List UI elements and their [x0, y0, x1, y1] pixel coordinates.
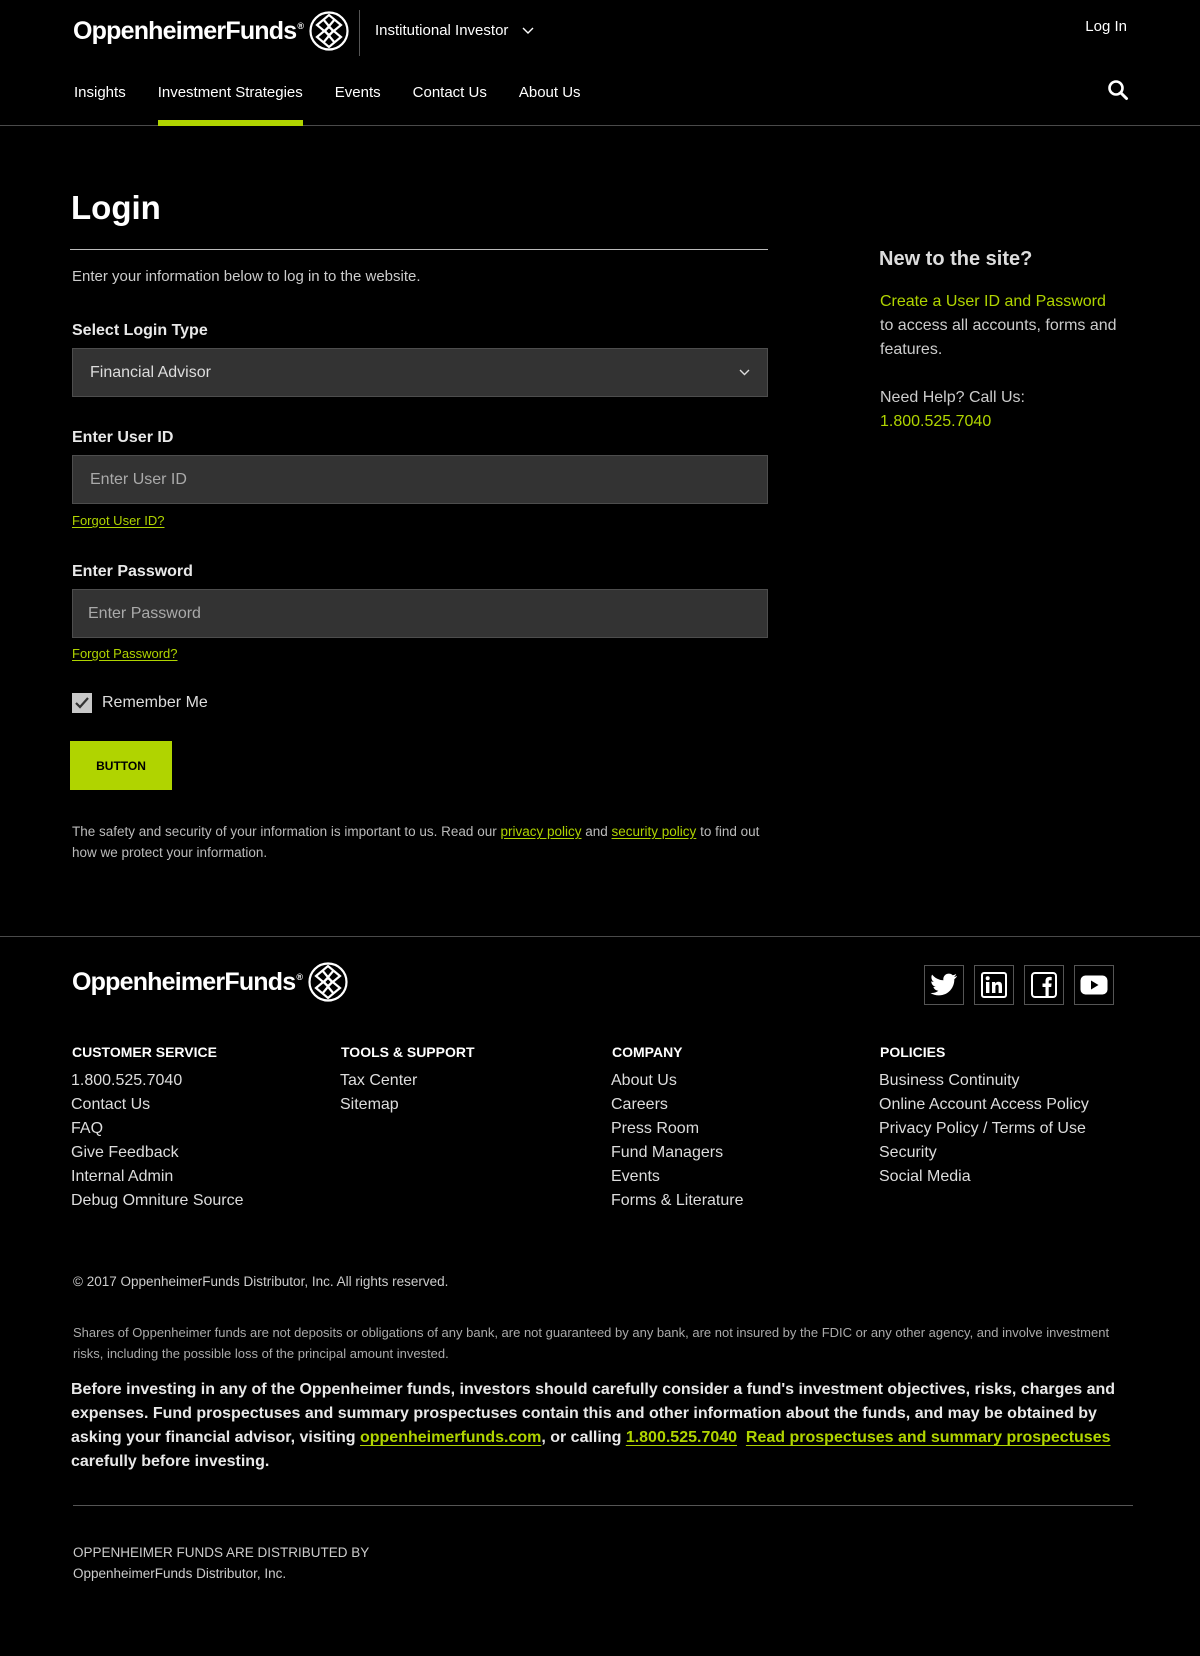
facebook-icon	[1031, 972, 1057, 998]
user-id-field	[72, 455, 768, 504]
nav-item-about-us[interactable]: About Us	[518, 84, 581, 101]
footer-link[interactable]: Careers	[611, 1096, 668, 1113]
footer-link[interactable]: Online Account Access Policy	[879, 1096, 1089, 1113]
page-title: Login	[71, 189, 161, 226]
linkedin-icon	[981, 972, 1007, 998]
remember-me-label: Remember Me	[102, 694, 208, 711]
login-section	[0, 127, 1200, 936]
help-label: Need Help? Call Us:	[880, 389, 1025, 406]
footer-brand-logo[interactable]	[72, 961, 348, 1003]
login-type-label: Select Login Type	[72, 322, 208, 339]
social-youtube-button[interactable]	[1074, 965, 1114, 1005]
read-prospectuses-link[interactable]: Read prospectuses and summary prospectuses	[745, 1429, 1111, 1446]
footer-link[interactable]: Events	[611, 1168, 660, 1185]
youtube-icon	[1080, 975, 1108, 995]
privacy-policy-link[interactable]: privacy policy	[500, 824, 582, 839]
forgot-user-id-link[interactable]: Forgot User ID?	[72, 513, 165, 528]
footer-column-title: TOOLS & SUPPORT	[341, 1044, 475, 1060]
search-icon	[1107, 79, 1129, 101]
website-link[interactable]: oppenheimerfunds.com	[359, 1429, 542, 1446]
footer-link[interactable]: Tax Center	[340, 1072, 418, 1089]
user-id-label: Enter User ID	[72, 429, 174, 446]
footer-link[interactable]: Internal Admin	[71, 1168, 174, 1185]
prospectus-phone-link[interactable]: 1.800.525.7040	[625, 1429, 738, 1446]
footer-link[interactable]: Sitemap	[340, 1096, 399, 1113]
footer-link[interactable]: Give Feedback	[71, 1144, 179, 1161]
footer-link[interactable]: Privacy Policy / Terms of Use	[879, 1120, 1086, 1137]
footer-link[interactable]: FAQ	[71, 1120, 104, 1137]
footer-link[interactable]: 1.800.525.7040	[71, 1072, 183, 1089]
login-type-select[interactable]	[72, 348, 768, 397]
footer-brand-wordmark: OppenheimerFunds®	[72, 967, 303, 996]
password-label: Enter Password	[72, 563, 193, 580]
header-login-link[interactable]: Log In	[1085, 18, 1127, 35]
footer-column-tools-support	[340, 1044, 475, 1117]
footer-link[interactable]: About Us	[611, 1072, 677, 1089]
forgot-password-link[interactable]: Forgot Password?	[72, 646, 178, 661]
remember-me-toggle[interactable]	[72, 693, 208, 713]
create-account-desc: to access all accounts, forms and features.	[880, 317, 1117, 358]
brand-logo[interactable]	[73, 10, 349, 52]
checkmark-icon	[74, 696, 90, 710]
brand-mark-icon	[309, 11, 349, 51]
login-submit-button[interactable]: BUTTON	[70, 741, 172, 790]
help-phone-link[interactable]: 1.800.525.7040	[880, 413, 992, 430]
search-button[interactable]	[1107, 79, 1129, 106]
footer-link[interactable]: Security	[879, 1144, 937, 1161]
footer-column-company	[611, 1044, 743, 1213]
nav-item-investment-strategies[interactable]: Investment Strategies	[158, 84, 303, 126]
new-user-text	[880, 290, 1140, 362]
site-header	[0, 0, 1200, 126]
footer-divider	[73, 1505, 1133, 1506]
twitter-icon	[930, 973, 958, 997]
footer-link[interactable]: Contact Us	[71, 1096, 151, 1113]
brand-mark-icon	[308, 962, 348, 1002]
copyright: © 2017 OppenheimerFunds Distributor, Inc. All rights reserved.	[73, 1274, 449, 1289]
brand-wordmark: OppenheimerFunds®	[73, 16, 304, 45]
footer-column-title: COMPANY	[612, 1044, 683, 1060]
title-divider	[70, 249, 768, 250]
user-id-input[interactable]	[90, 456, 750, 503]
security-disclaimer: The safety and security of your information is important to us. Read our privacy policy and security policy to find out how we protect your information.	[72, 824, 760, 860]
new-user-title: New to the site?	[879, 248, 1033, 270]
social-linkedin-button[interactable]	[974, 965, 1014, 1005]
footer-link[interactable]: Forms & Literature	[611, 1192, 744, 1209]
footer-column-title: CUSTOMER SERVICE	[72, 1044, 217, 1060]
login-type-value: Financial Advisor	[90, 363, 211, 381]
footer-link[interactable]: Social Media	[879, 1168, 971, 1185]
prospectus-notice: Before investing in any of the Oppenheimer funds, investors should carefully consider a fund's investment objectives, risks, charges and expenses. Fund prospectuses and summary prospectuses contain this and other information about the funds, and may be obtained by asking your financial advisor, visiting oppenheimerfunds.com, or calling 1.800.525.7040 Read prospectuses and summary prospectuses carefully before investing.	[71, 1381, 1116, 1470]
footer-column-customer-service	[71, 1044, 244, 1213]
footer-link[interactable]: Fund Managers	[611, 1144, 724, 1161]
social-facebook-button[interactable]	[1024, 965, 1064, 1005]
distributor-notice: OPPENHEIMER FUNDS ARE DISTRIBUTED BY OppenheimerFunds Distributor, Inc.	[73, 1545, 370, 1581]
password-input[interactable]	[88, 590, 750, 637]
create-account-link[interactable]: Create a User ID and Password	[880, 293, 1106, 310]
header-divider	[359, 10, 360, 56]
chevron-down-icon	[522, 27, 534, 35]
audience-label: Institutional Investor	[375, 22, 509, 39]
password-field	[72, 589, 768, 638]
social-links	[914, 965, 1114, 1005]
footer-link[interactable]: Business Continuity	[879, 1072, 1020, 1089]
main-nav	[74, 84, 613, 126]
nav-item-contact-us[interactable]: Contact Us	[412, 84, 487, 101]
footer-column-title: POLICIES	[880, 1044, 946, 1060]
nav-item-insights[interactable]: Insights	[74, 84, 126, 101]
site-footer	[0, 936, 1200, 1656]
fdic-disclaimer: Shares of Oppenheimer funds are not deposits or obligations of any bank, are not guaranteed by any bank, are not insured by the FDIC or any other agency, and involve investment risks, including the possible loss of the principal amount invested.	[73, 1325, 1110, 1361]
security-policy-link[interactable]: security policy	[611, 824, 697, 839]
remember-me-checkbox[interactable]	[72, 693, 92, 713]
footer-link[interactable]: Press Room	[611, 1120, 700, 1137]
help-block	[880, 386, 1140, 434]
audience-selector[interactable]	[375, 22, 534, 39]
nav-item-events[interactable]: Events	[334, 84, 381, 101]
footer-column-policies	[879, 1044, 1089, 1189]
footer-link[interactable]: Debug Omniture Source	[71, 1192, 244, 1209]
social-twitter-button[interactable]	[924, 965, 964, 1005]
login-intro: Enter your information below to log in to the website.	[72, 268, 421, 285]
chevron-down-icon	[739, 369, 750, 376]
